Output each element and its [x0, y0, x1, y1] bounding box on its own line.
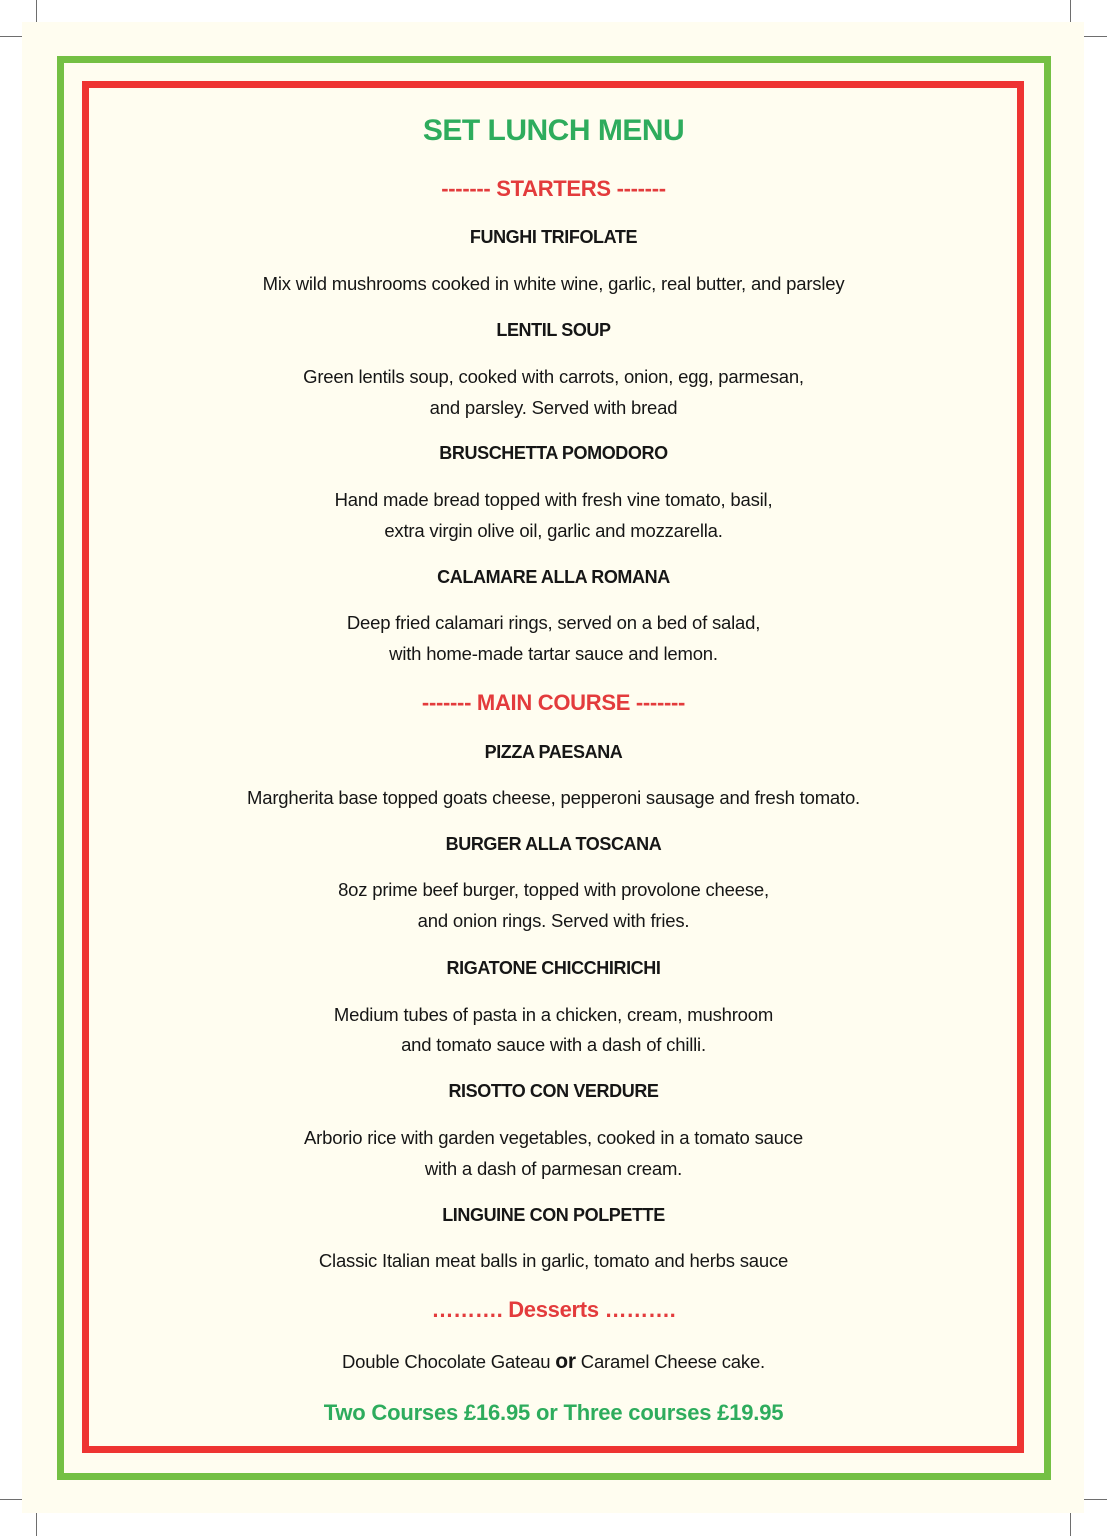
item-description: Hand made bread topped with fresh vine tomato, basil, — [334, 489, 773, 510]
item-name: FUNGHI TRIFOLATE — [469, 227, 638, 247]
item-name: BRUSCHETTA POMODORO — [439, 443, 668, 463]
item-description: Mix wild mushrooms cooked in white wine, garlic, real butter, and parsley — [262, 273, 845, 294]
section-header-main-course: ------- MAIN COURSE ------- — [421, 690, 686, 715]
item-description: and tomato sauce with a dash of chilli. — [401, 1034, 706, 1055]
item-name: LINGUINE CON POLPETTE — [442, 1205, 665, 1225]
item-description: with a dash of parmesan cream. — [424, 1158, 683, 1179]
item-description: Margherita base topped goats cheese, pepperoni sausage and fresh tomato. — [247, 787, 860, 808]
crop-mark-top-right-horizontal — [1082, 36, 1107, 37]
dessert-options — [0, 1347, 1107, 1377]
section-header-starters: ------- STARTERS ------- — [441, 176, 666, 201]
item-description: Classic Italian meat balls in garlic, tomato and herbs sauce — [318, 1250, 789, 1271]
item-description: Medium tubes of pasta in a chicken, cream, mushroom — [333, 1004, 774, 1025]
item-name: PIZZA PAESANA — [484, 742, 623, 762]
item-description: 8oz prime beef burger, topped with provolone cheese, — [338, 879, 769, 900]
item-description: with home-made tartar sauce and lemon. — [389, 643, 718, 664]
crop-mark-bottom-right-vertical — [1070, 1510, 1071, 1536]
pricing-line: Two Courses £16.95 or Three courses £19.95 — [323, 1400, 784, 1425]
menu-title: SET LUNCH MENU — [422, 114, 685, 147]
item-name: RISOTTO CON VERDURE — [448, 1081, 659, 1101]
dessert-conjunction: or — [555, 1350, 576, 1373]
item-description: Green lentils soup, cooked with carrots, onion, egg, parmesan, — [303, 366, 804, 387]
item-description: and parsley. Served with bread — [429, 397, 678, 418]
item-description: extra virgin olive oil, garlic and mozzarella. — [384, 520, 723, 541]
item-name: CALAMARE ALLA ROMANA — [437, 567, 670, 587]
item-name: RIGATONE CHICCHIRICHI — [446, 958, 661, 978]
dessert-option-a: Double Chocolate Gateau — [342, 1351, 556, 1372]
item-description: Arborio rice with garden vegetables, cooked in a tomato sauce — [304, 1127, 803, 1148]
crop-mark-bottom-right-horizontal — [1082, 1499, 1107, 1500]
dessert-option-b: Caramel Cheese cake. — [575, 1351, 765, 1372]
section-header-desserts: ………. Desserts ………. — [431, 1297, 676, 1322]
crop-mark-bottom-left-vertical — [36, 1510, 37, 1536]
item-name: BURGER ALLA TOSCANA — [445, 834, 662, 854]
item-name: LENTIL SOUP — [496, 320, 611, 340]
item-description: Deep fried calamari rings, served on a bed of salad, — [346, 612, 761, 633]
item-description: and onion rings. Served with fries. — [417, 910, 690, 931]
